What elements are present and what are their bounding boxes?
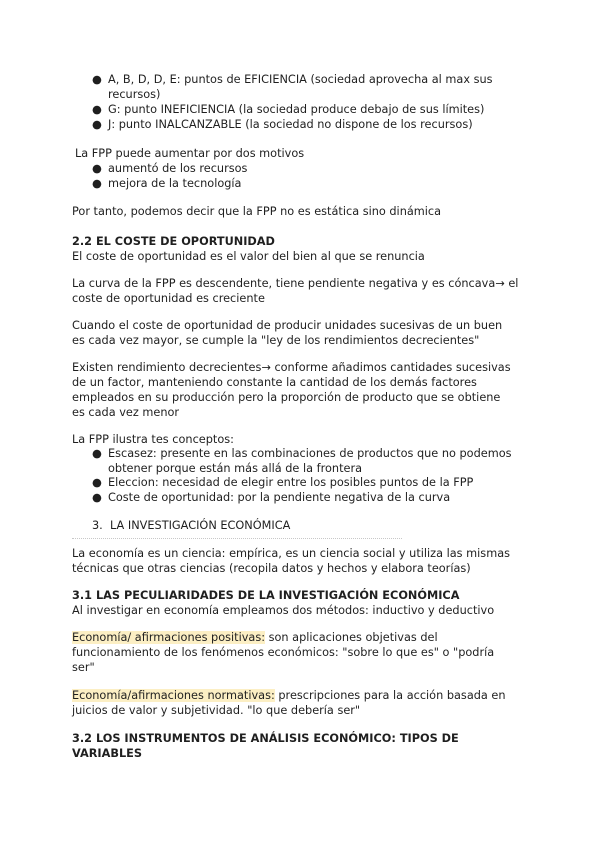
section-heading-2-2: 2.2 EL COSTE DE OPORTUNIDAD <box>72 235 275 248</box>
bullet-line: Escasez: presente en las combinaciones de productos que no podemos <box>108 447 512 460</box>
section-divider <box>72 538 402 539</box>
concepts-intro: La FPP ilustra tes conceptos: <box>72 433 234 446</box>
text-line: Cuando el coste de oportunidad de producir unidades sucesivas de un buen <box>72 319 503 332</box>
text-line <box>72 630 532 645</box>
text-line: ser" <box>72 661 95 674</box>
text-line <box>72 688 532 703</box>
bullet-line: obtener porque están más allá de la frontera <box>108 462 363 475</box>
fpp-increase-intro: La FPP puede aumentar por dos motivos <box>75 147 305 160</box>
term-description: son aplicaciones objetivas del <box>265 631 438 644</box>
bullet-line: Coste de oportunidad: por la pendiente negativa de la curva <box>108 491 451 504</box>
paragraph-positive <box>72 630 532 675</box>
paragraph-methods: Al investigar en economía empleamos dos métodos: inductivo y deductivo <box>72 604 495 617</box>
term-description: prescripciones para la acción basada en <box>274 689 506 702</box>
section-number: 3. <box>92 519 103 532</box>
text-line: funcionamiento de los fenómenos económicos: "sobre lo que es" o "podría <box>72 646 495 659</box>
section-title: LA INVESTIGACIÓN ECONÓMICA <box>110 519 291 532</box>
bullet-line: J: punto INALCANZABLE (la sociedad no dispone de los recursos) <box>108 118 473 131</box>
bullet-dot: ● <box>92 447 102 460</box>
highlighted-term: Economía/ afirmaciones positivas: <box>72 631 266 644</box>
bullet-line: Eleccion: necesidad de elegir entre los posibles puntos de la FPP <box>108 476 474 489</box>
paragraph-economics-science <box>72 546 532 576</box>
text-line: coste de oportunidad es creciente <box>72 292 265 305</box>
text-line: es cada vez mayor, se cumple la "ley de los rendimientos decrecientes" <box>72 334 480 347</box>
bullet-line: A, B, D, D, E: puntos de EFICIENCIA (sociedad aprovecha al max sus <box>108 73 493 86</box>
paragraph-law <box>72 318 532 348</box>
highlighted-term: Economía/afirmaciones normativas: <box>72 689 275 702</box>
text-line: La curva de la FPP es descendente, tiene pendiente negativa y es cóncava→ el <box>72 277 519 290</box>
paragraph-normative <box>72 688 532 718</box>
text-line: de un factor, manteniendo constante la cantidad de los demás factores <box>72 376 477 389</box>
text-line: La economía es un ciencia: empírica, es un ciencia social y utiliza las mismas <box>72 547 511 560</box>
bullet-line: mejora de la tecnología <box>108 177 242 190</box>
bullet-dot: ● <box>92 73 102 86</box>
bullet-dot: ● <box>92 491 102 504</box>
text-line: técnicas que otras ciencias (recopila datos y hechos y elabora teorías) <box>72 562 471 575</box>
conclusion-paragraph: Por tanto, podemos decir que la FPP no es estática sino dinámica <box>72 205 442 218</box>
bullet-dot: ● <box>92 103 102 116</box>
definition-paragraph: El coste de oportunidad es el valor del bien al que se renuncia <box>72 250 425 263</box>
bullet-dot: ● <box>92 118 102 131</box>
text-line: es cada vez menor <box>72 406 180 419</box>
bullet-line: recursos) <box>108 88 161 101</box>
section-heading-3-2: 3.2 LOS INSTRUMENTOS DE ANÁLISIS ECONÓMICO: TIPOS DE VARIABLES <box>72 732 459 760</box>
bullet-line: aumentó de los recursos <box>108 162 248 175</box>
section-heading-3-1: 3.1 LAS PECULIARIDADES DE LA INVESTIGACIÓN ECONÓMICA <box>72 589 460 602</box>
text-line: juicios de valor y subjetividad. "lo que debería ser" <box>72 704 361 717</box>
bullet-dot: ● <box>92 162 102 175</box>
bullet-line: G: punto INEFICIENCIA (la sociedad produce debajo de sus límites) <box>108 103 485 116</box>
text-line: Existen rendimiento decrecientes→ conforme añadimos cantidades sucesivas <box>72 361 511 374</box>
text-line: empleados en su producción pero la proporción de producto que se obtiene <box>72 391 501 404</box>
paragraph-fpp-curve <box>72 276 532 306</box>
bullet-dot: ● <box>92 177 102 190</box>
paragraph-diminishing-returns <box>72 360 532 420</box>
bullet-dot: ● <box>92 476 102 489</box>
